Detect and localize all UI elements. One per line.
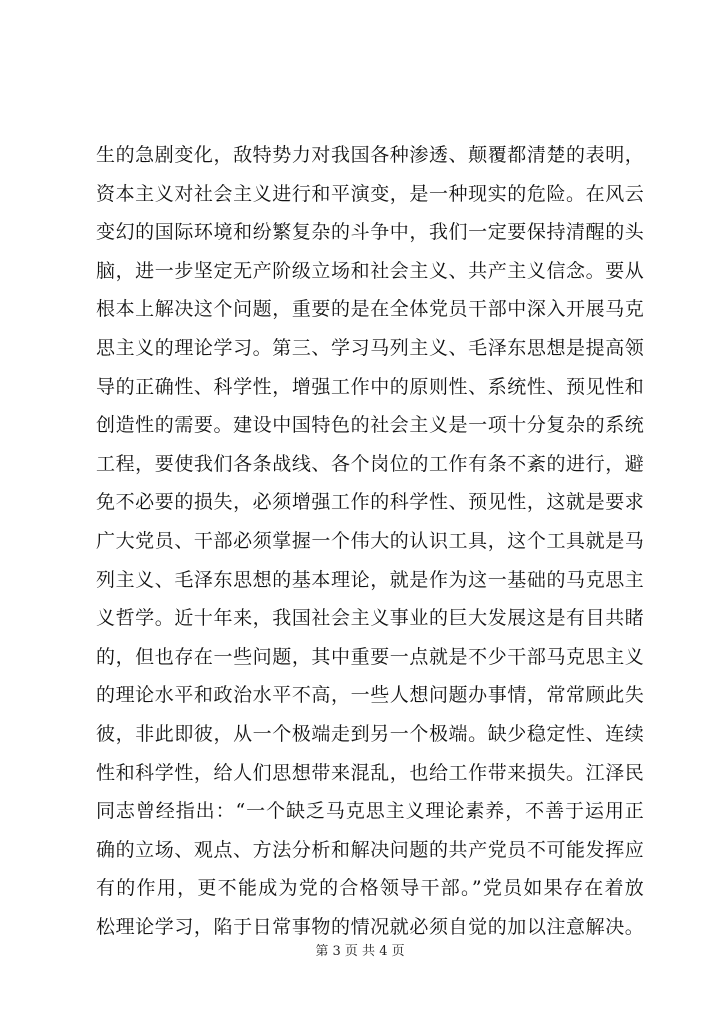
text-line: 彼，非此即彼，从一个极端走到另一个极端。缺少稳定性、连续 (96, 722, 644, 745)
text-line: 工程，要使我们各条战线、各个岗位的工作有条不紊的进行，避 (96, 452, 644, 475)
text-line: 脑，进一步坚定无产阶级立场和社会主义、共产主义信念。要从 (96, 259, 644, 282)
text-line: 的，但也存在一些问题，其中重要一点就是不少干部马克思主义 (96, 645, 644, 668)
text-line: 生的急剧变化，敌特势力对我国各种渗透、颠覆都清楚的表明， (96, 144, 644, 166)
text-line: 资本主义对社会主义进行和平演变，是一种现实的危险。在风云 (96, 182, 644, 205)
text-line: 广大党员、干部必须掌握一个伟大的认识工具，这个工具就是马 (96, 529, 644, 552)
text-line: 导的正确性、科学性，增强工作中的原则性、系统性、预见性和 (96, 375, 644, 398)
text-line: 有的作用，更不能成为党的合格领导干部。”党员如果存在着放 (96, 877, 644, 900)
body-text (96, 136, 644, 946)
page-number-footer: 第 3 页 共 4 页 (315, 944, 405, 959)
text-line: 思主义的理论学习。第三、学习马列主义、毛泽东思想是提高领 (96, 336, 644, 359)
text-line: 根本上解决这个问题，重要的是在全体党员干部中深入开展马克 (96, 298, 644, 321)
text-line: 义哲学。近十年来，我国社会主义事业的巨大发展这是有目共睹 (96, 607, 644, 630)
text-line: 免不必要的损失，必须增强工作的科学性、预见性，这就是要求 (96, 491, 644, 514)
text-line: 列主义、毛泽东思想的基本理论，就是作为这一基础的马克思主 (96, 568, 644, 591)
text-line: 变幻的国际环境和纷繁复杂的斗争中，我们一定要保持清醒的头 (96, 221, 644, 244)
text-line: 性和科学性，给人们思想带来混乱，也给工作带来损失。江泽民 (96, 761, 644, 784)
text-line: 同志曾经指出：“一个缺乏马克思主义理论素养，不善于运用正 (96, 800, 644, 823)
text-line: 创造性的需要。建设中国特色的社会主义是一项十分复杂的系统 (96, 414, 644, 437)
text-line: 松理论学习，陷于日常事物的情况就必须自觉的加以注意解决。 (96, 915, 644, 938)
text-line: 确的立场、观点、方法分析和解决问题的共产党员不可能发挥应 (96, 838, 644, 861)
text-line: 的理论水平和政治水平不高，一些人想问题办事情，常常顾此失 (96, 684, 644, 707)
